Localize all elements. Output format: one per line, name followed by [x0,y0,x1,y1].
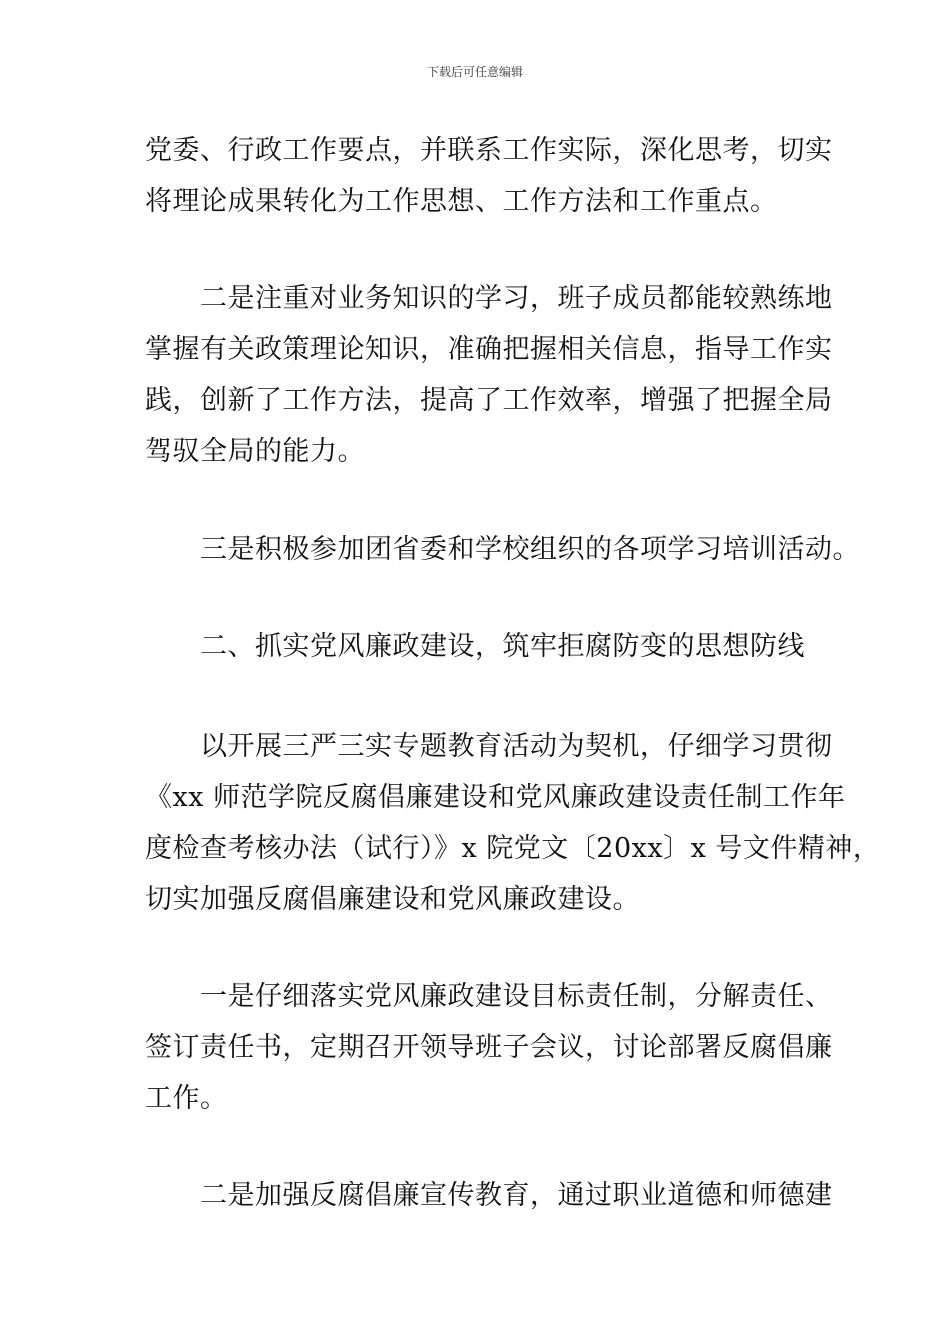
paragraph-5-line-4: 切实加强反腐倡廉建设和党风廉政建设。 [145,884,640,915]
paragraph-5-line-2: 《xx 师范学院反腐倡廉建设和党风廉政建设责任制工作年 [145,782,846,813]
paragraph-5 [145,721,881,925]
paragraph-5-line-3: 度检查考核办法（试行）》x 院党文〔20xx〕x 号文件精神， [145,833,881,864]
paragraph-2 [145,273,833,477]
page-header-note: 下载后可任意编辑 [426,65,523,79]
paragraph-6-line-3: 工作。 [145,1083,228,1114]
paragraph-1 [145,125,833,227]
paragraph-7-line-1: 二是加强反腐倡廉宣传教育，通过职业道德和师德建 [200,1180,833,1211]
paragraph-2-line-3: 践，创新了工作方法，提高了工作效率，增强了把握全局 [145,385,833,416]
paragraph-6-line-2: 签订责任书，定期召开领导班子会议，讨论部署反腐倡廉 [145,1032,833,1063]
paragraph-1-line-2: 将理论成果转化为工作思想、工作方法和工作重点。 [145,186,778,217]
section-heading-2-line-1: 二、抓实党风廉政建设，筑牢拒腐防变的思想防线 [200,631,805,662]
paragraph-5-line-1: 以开展三严三实专题教育活动为契机，仔细学习贯彻 [200,731,833,762]
section-heading-2 [145,621,815,672]
paragraph-2-line-1: 二是注重对业务知识的学习，班子成员都能较熟练地 [200,283,833,314]
paragraph-6 [145,971,833,1124]
paragraph-2-line-4: 驾驭全局的能力。 [145,436,365,467]
paragraph-6-line-1: 一是仔细落实党风廉政建设目标责任制，分解责任、 [200,981,833,1012]
paragraph-3 [145,524,860,575]
paragraph-3-line-1: 三是积极参加团省委和学校组织的各项学习培训活动。 [200,534,860,565]
paragraph-7 [145,1170,833,1221]
paragraph-1-line-1: 党委、行政工作要点，并联系工作实际，深化思考，切实 [145,135,833,166]
paragraph-2-line-2: 掌握有关政策理论知识，准确把握相关信息，指导工作实 [145,334,833,365]
